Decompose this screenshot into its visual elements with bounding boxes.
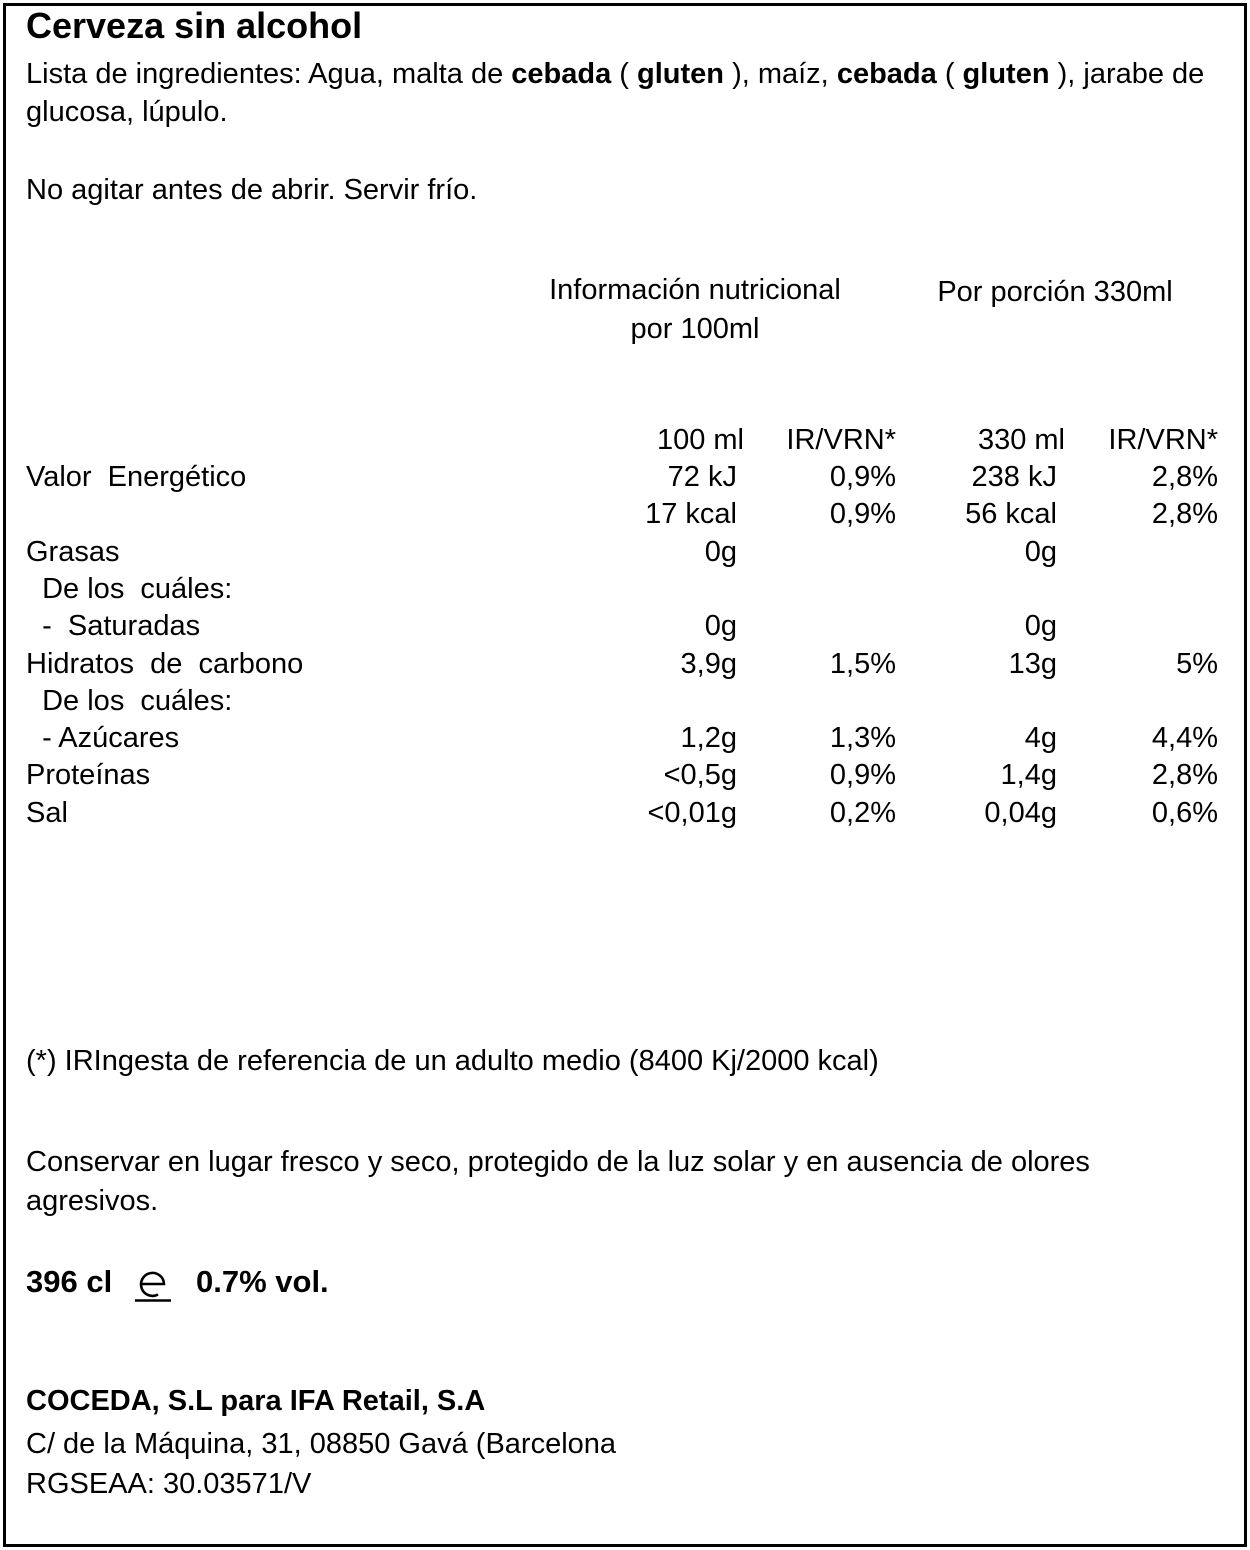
ingredients-list [26, 55, 1216, 131]
column-header-100ml: 100 ml [656, 424, 744, 456]
value-per-100ml: <0,5g [663, 759, 737, 791]
ir-percent-100ml: 1,3% [829, 722, 896, 754]
value-per-100ml: 17 kcal [645, 498, 737, 530]
ingredients-text: ( [936, 58, 963, 90]
column-header-ir-330ml: IR/VRN* [1108, 424, 1218, 456]
nutrient-label: Grasas [26, 536, 120, 568]
ir-percent-100ml: 1,5% [829, 648, 896, 680]
ir-percent-330ml: 2,8% [1151, 759, 1218, 791]
ir-percent-330ml: 5% [1176, 648, 1218, 680]
nutrient-label: - Azúcares [26, 722, 180, 754]
ir-percent-100ml: 0,2% [829, 797, 896, 829]
nutrient-label: Hidratos de carbono [26, 648, 304, 680]
value-per-330ml: 0g [1024, 610, 1057, 642]
ir-percent-100ml: 0,9% [829, 461, 896, 493]
value-per-330ml: 0g [1024, 536, 1057, 568]
allergen-text: cebada [511, 58, 612, 90]
nutrition-header-per100-line1: Información nutricional [549, 274, 841, 306]
nutrient-label: Proteínas [26, 759, 151, 791]
value-per-330ml: 56 kcal [965, 498, 1057, 530]
producer-address: C/ de la Máquina, 31, 08850 Gavá (Barcelona [26, 1428, 617, 1460]
estimated-sign-icon [135, 1266, 171, 1302]
allergen-text: cebada [836, 58, 937, 90]
value-per-330ml: 238 kJ [971, 461, 1057, 493]
ir-percent-330ml: 2,8% [1151, 498, 1218, 530]
ir-percent-330ml: 0,6% [1151, 797, 1218, 829]
allergen-text: gluten [962, 58, 1050, 90]
value-per-100ml: <0,01g [647, 797, 737, 829]
nutrient-label: - Saturadas [26, 610, 201, 642]
producer-name: COCEDA, S.L para IFA Retail, S.A [26, 1385, 486, 1417]
usage-instructions: No agitar antes de abrir. Servir frío. [26, 174, 478, 206]
producer-registry: RGSEAA: 30.03571/V [26, 1468, 312, 1500]
volume-amount: 396 cl [26, 1264, 113, 1299]
value-per-100ml: 3,9g [680, 648, 737, 680]
ingredients-text: ), jarabe de glucosa, lúpulo. [26, 58, 1205, 128]
nutrition-header-portion: Por porción 330ml [937, 276, 1173, 308]
nutrition-header-per100-line2: por 100ml [630, 313, 760, 345]
ingredients-text: Lista de ingredientes: Agua, malta de [26, 58, 512, 90]
nutrient-label: De los cuáles: [26, 573, 233, 605]
ir-percent-100ml: 0,9% [829, 498, 896, 530]
nutrient-label: Sal [26, 797, 68, 829]
value-per-330ml: 13g [1008, 648, 1057, 680]
product-title: Cerveza sin alcohol [26, 5, 363, 46]
alcohol-by-volume: 0.7% vol. [196, 1264, 329, 1299]
nutrient-label: Valor Energético [26, 461, 247, 493]
footnote: (*) IRIngesta de referencia de un adulto medio (8400 Kj/2000 kcal) [26, 1045, 879, 1077]
ir-percent-330ml: 4,4% [1151, 722, 1218, 754]
value-per-100ml: 72 kJ [667, 461, 737, 493]
value-per-100ml: 1,2g [680, 722, 737, 754]
storage-instructions: Conservar en lugar fresco y seco, protegido de la luz solar y en ausencia de olores agresivos. [26, 1146, 1090, 1217]
column-header-ir-100ml: IR/VRN* [786, 424, 896, 456]
nutrient-label: De los cuáles: [26, 685, 233, 717]
value-per-330ml: 0,04g [984, 797, 1057, 829]
ingredients-text: ( [611, 58, 638, 90]
value-per-100ml: 0g [704, 536, 737, 568]
ir-percent-330ml: 2,8% [1151, 461, 1218, 493]
ingredients-text: ), maíz, [724, 58, 837, 90]
value-per-330ml: 1,4g [1000, 759, 1057, 791]
allergen-text: gluten [637, 58, 725, 90]
value-per-100ml: 0g [704, 610, 737, 642]
ir-percent-100ml: 0,9% [829, 759, 896, 791]
column-header-330ml: 330 ml [977, 424, 1065, 456]
value-per-330ml: 4g [1024, 722, 1057, 754]
